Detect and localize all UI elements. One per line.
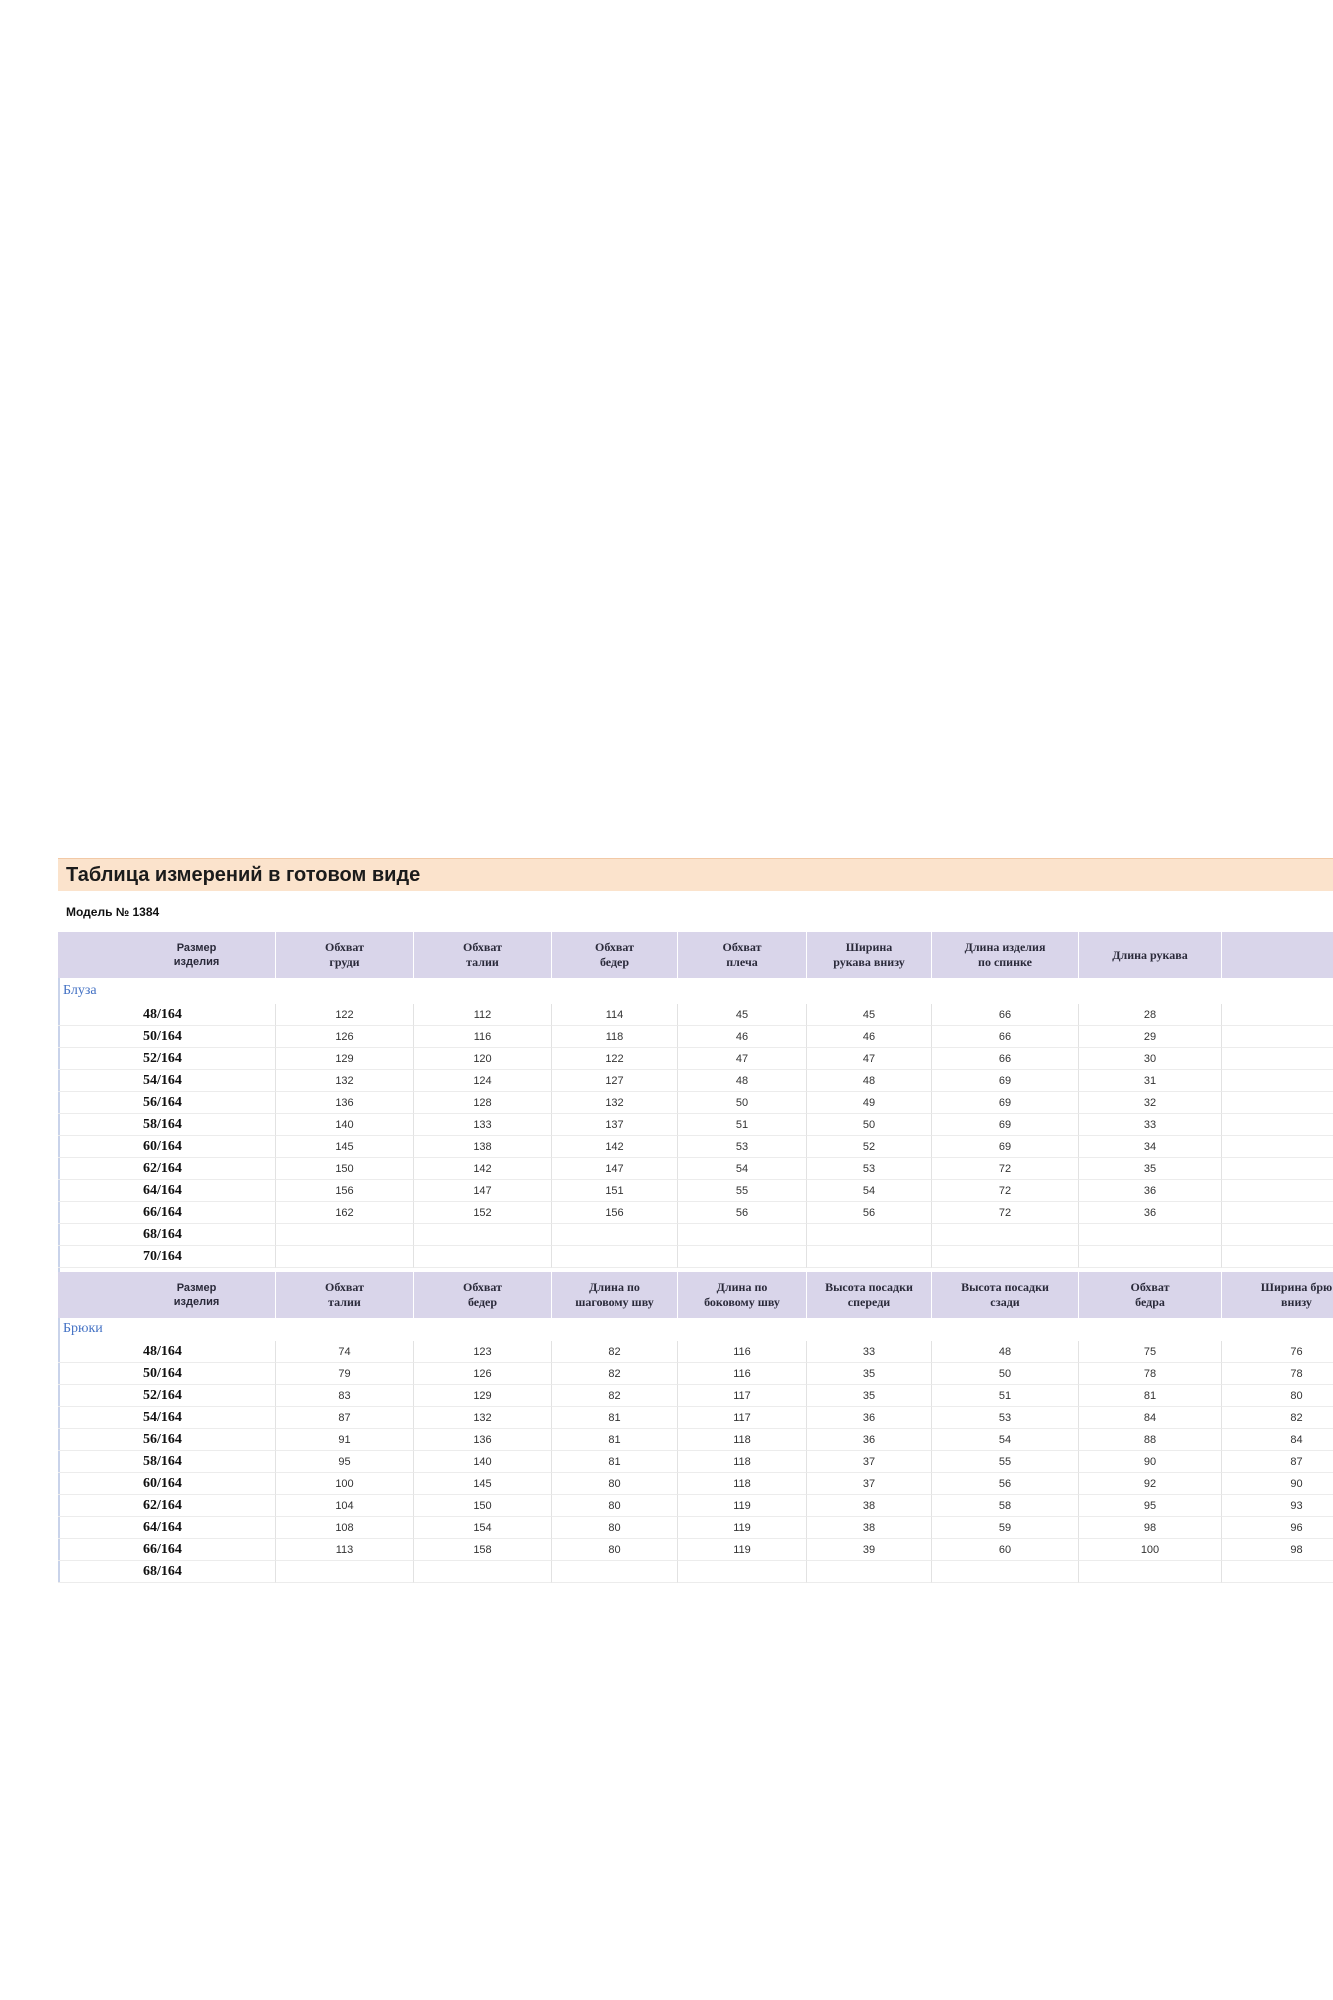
measurement-cell: 69	[932, 1136, 1079, 1158]
trousers-header-cell: Высота посадки спереди	[807, 1272, 932, 1318]
measurement-cell: 80	[552, 1539, 678, 1561]
blouse-table-body	[58, 1004, 1333, 1268]
measurement-cell: 147	[552, 1158, 678, 1180]
measurement-cell: 122	[552, 1048, 678, 1070]
measurement-cell	[1222, 1092, 1333, 1114]
measurement-cell: 78	[1222, 1363, 1333, 1385]
measurement-cell: 82	[552, 1341, 678, 1363]
measurement-cell: 72	[932, 1202, 1079, 1224]
measurement-cell: 118	[678, 1451, 807, 1473]
measurement-cell: 118	[678, 1429, 807, 1451]
measurement-cell: 53	[807, 1158, 932, 1180]
measurement-cell: 142	[552, 1136, 678, 1158]
measurement-cell	[932, 1224, 1079, 1246]
measurement-cell: 162	[276, 1202, 414, 1224]
measurement-cell: 150	[414, 1495, 552, 1517]
size-cell: 54/164	[58, 1070, 276, 1092]
blouse-header-cell: Обхват бедер	[552, 932, 678, 978]
size-cell: 52/164	[58, 1385, 276, 1407]
measurement-cell: 47	[678, 1048, 807, 1070]
measurement-cell: 95	[1079, 1495, 1222, 1517]
blouse-header-cell: Обхват талии	[414, 932, 552, 978]
section-label-trousers: Брюки	[63, 1321, 103, 1336]
measurement-cell: 150	[276, 1158, 414, 1180]
measurement-cell	[552, 1224, 678, 1246]
measurement-cell: 81	[552, 1451, 678, 1473]
measurement-cell: 55	[932, 1451, 1079, 1473]
blouse-header-row	[58, 932, 1333, 978]
trousers-header-cell: Ширина брю внизу	[1222, 1272, 1333, 1318]
measurement-cell: 108	[276, 1517, 414, 1539]
measurement-cell: 49	[807, 1092, 932, 1114]
measurement-cell: 55	[678, 1180, 807, 1202]
measurement-cell	[1222, 1070, 1333, 1092]
blouse-header-cell: Длина изделия по спинке	[932, 932, 1079, 978]
measurement-cell: 74	[276, 1341, 414, 1363]
size-cell: 48/164	[58, 1341, 276, 1363]
measurement-cell: 56	[807, 1202, 932, 1224]
blouse-header-cell: Обхват груди	[276, 932, 414, 978]
measurement-cell: 100	[1079, 1539, 1222, 1561]
measurement-cell: 45	[807, 1004, 932, 1026]
size-cell: 66/164	[58, 1202, 276, 1224]
measurement-cell	[678, 1224, 807, 1246]
measurement-cell	[1222, 1158, 1333, 1180]
measurement-cell: 56	[932, 1473, 1079, 1495]
trousers-header-cell: Высота посадки сзади	[932, 1272, 1079, 1318]
measurement-cell	[807, 1224, 932, 1246]
measurement-cell: 114	[552, 1004, 678, 1026]
measurement-cell	[932, 1246, 1079, 1268]
measurement-cell: 140	[276, 1114, 414, 1136]
size-cell: 54/164	[58, 1407, 276, 1429]
measurement-cell: 95	[276, 1451, 414, 1473]
measurement-cell: 113	[276, 1539, 414, 1561]
blouse-header-cell: Обхват плеча	[678, 932, 807, 978]
measurement-cell: 82	[1222, 1407, 1333, 1429]
measurement-cell: 129	[414, 1385, 552, 1407]
measurement-cell: 59	[932, 1517, 1079, 1539]
measurement-cell: 156	[552, 1202, 678, 1224]
measurement-cell: 33	[1079, 1114, 1222, 1136]
measurement-cell: 81	[552, 1429, 678, 1451]
measurement-cell: 118	[552, 1026, 678, 1048]
measurement-cell: 81	[1079, 1385, 1222, 1407]
measurement-cell: 28	[1079, 1004, 1222, 1026]
measurement-cell: 132	[414, 1407, 552, 1429]
size-cell: 62/164	[58, 1495, 276, 1517]
measurement-cell: 154	[414, 1517, 552, 1539]
measurement-cell: 34	[1079, 1136, 1222, 1158]
measurement-cell	[1222, 1004, 1333, 1026]
measurement-cell: 116	[678, 1341, 807, 1363]
measurement-cell: 96	[1222, 1517, 1333, 1539]
measurement-cell: 156	[276, 1180, 414, 1202]
measurement-cell: 51	[932, 1385, 1079, 1407]
measurement-cell: 29	[1079, 1026, 1222, 1048]
measurement-cell: 54	[678, 1158, 807, 1180]
measurement-cell: 35	[807, 1363, 932, 1385]
measurement-cell: 119	[678, 1539, 807, 1561]
measurement-cell: 90	[1222, 1473, 1333, 1495]
measurement-cell	[1222, 1224, 1333, 1246]
measurement-cell: 92	[1079, 1473, 1222, 1495]
measurement-cell: 36	[1079, 1180, 1222, 1202]
measurement-cell: 126	[276, 1026, 414, 1048]
size-cell: 56/164	[58, 1092, 276, 1114]
model-number: Модель № 1384	[66, 905, 160, 919]
trousers-table-body	[58, 1341, 1333, 1583]
trousers-header-cell: Длина по шаговому шву	[552, 1272, 678, 1318]
measurement-cell: 158	[414, 1539, 552, 1561]
measurement-cell	[414, 1224, 552, 1246]
size-cell: 52/164	[58, 1048, 276, 1070]
measurement-cell	[552, 1561, 678, 1583]
measurement-cell: 118	[678, 1473, 807, 1495]
measurement-cell	[276, 1561, 414, 1583]
trousers-header-cell: Длина по боковому шву	[678, 1272, 807, 1318]
measurement-cell: 138	[414, 1136, 552, 1158]
measurement-cell: 132	[552, 1092, 678, 1114]
measurement-cell: 38	[807, 1495, 932, 1517]
measurement-cell: 45	[678, 1004, 807, 1026]
measurement-cell: 91	[276, 1429, 414, 1451]
measurement-cell: 38	[807, 1517, 932, 1539]
measurement-cell: 39	[807, 1539, 932, 1561]
size-cell: 64/164	[58, 1180, 276, 1202]
measurement-cell: 104	[276, 1495, 414, 1517]
blouse-header-cell	[1222, 932, 1333, 978]
size-cell: 60/164	[58, 1136, 276, 1158]
measurement-cell	[1222, 1180, 1333, 1202]
measurement-cell: 93	[1222, 1495, 1333, 1517]
measurement-cell	[552, 1246, 678, 1268]
measurement-cell: 69	[932, 1070, 1079, 1092]
measurement-cell	[1222, 1114, 1333, 1136]
measurement-cell: 79	[276, 1363, 414, 1385]
measurement-cell: 98	[1079, 1517, 1222, 1539]
size-cell: 50/164	[58, 1026, 276, 1048]
measurement-cell: 116	[678, 1363, 807, 1385]
size-cell: 62/164	[58, 1158, 276, 1180]
blouse-header-cell: Размер изделия	[58, 932, 276, 978]
measurement-cell	[276, 1246, 414, 1268]
size-cell: 60/164	[58, 1473, 276, 1495]
measurement-cell: 88	[1079, 1429, 1222, 1451]
measurement-cell: 48	[932, 1341, 1079, 1363]
measurement-cell: 33	[807, 1341, 932, 1363]
measurement-cell: 84	[1079, 1407, 1222, 1429]
measurement-cell: 90	[1079, 1451, 1222, 1473]
measurement-cell: 136	[414, 1429, 552, 1451]
measurement-cell: 98	[1222, 1539, 1333, 1561]
measurement-cell: 119	[678, 1495, 807, 1517]
measurement-cell	[1079, 1246, 1222, 1268]
measurement-cell: 123	[414, 1341, 552, 1363]
section-label-blouse: Блуза	[63, 983, 97, 998]
measurement-cell: 116	[414, 1026, 552, 1048]
measurement-cell: 58	[932, 1495, 1079, 1517]
measurement-cell: 126	[414, 1363, 552, 1385]
measurement-cell: 122	[276, 1004, 414, 1026]
measurement-cell	[1222, 1246, 1333, 1268]
size-cell: 66/164	[58, 1539, 276, 1561]
measurement-cell: 82	[552, 1385, 678, 1407]
measurement-cell: 47	[807, 1048, 932, 1070]
measurement-cell	[414, 1246, 552, 1268]
measurement-cell: 50	[932, 1363, 1079, 1385]
measurement-cell	[1222, 1561, 1333, 1583]
measurement-cell: 137	[552, 1114, 678, 1136]
page-title: Таблица измерений в готовом виде	[66, 864, 421, 886]
measurement-cell	[1222, 1048, 1333, 1070]
measurement-cell: 66	[932, 1004, 1079, 1026]
measurement-cell	[807, 1561, 932, 1583]
measurement-cell: 69	[932, 1114, 1079, 1136]
measurement-cell: 80	[552, 1517, 678, 1539]
measurement-cell: 37	[807, 1473, 932, 1495]
measurement-cell: 46	[678, 1026, 807, 1048]
measurement-cell: 46	[807, 1026, 932, 1048]
measurement-cell: 100	[276, 1473, 414, 1495]
measurement-cell: 124	[414, 1070, 552, 1092]
size-cell: 70/164	[58, 1246, 276, 1268]
measurement-cell: 78	[1079, 1363, 1222, 1385]
measurement-cell: 52	[807, 1136, 932, 1158]
measurement-cell: 37	[807, 1451, 932, 1473]
measurement-sheet	[58, 858, 1333, 1583]
measurement-cell: 132	[276, 1070, 414, 1092]
measurement-cell: 66	[932, 1026, 1079, 1048]
measurement-cell: 54	[932, 1429, 1079, 1451]
measurement-cell: 75	[1079, 1341, 1222, 1363]
measurement-cell: 36	[807, 1407, 932, 1429]
measurement-cell: 82	[552, 1363, 678, 1385]
measurement-cell: 120	[414, 1048, 552, 1070]
blouse-header-cell: Ширина рукава внизу	[807, 932, 932, 978]
measurement-cell: 69	[932, 1092, 1079, 1114]
measurement-cell: 36	[807, 1429, 932, 1451]
measurement-cell: 72	[932, 1180, 1079, 1202]
measurement-cell: 31	[1079, 1070, 1222, 1092]
measurement-cell: 76	[1222, 1341, 1333, 1363]
measurement-cell	[1079, 1224, 1222, 1246]
measurement-cell: 48	[807, 1070, 932, 1092]
measurement-cell: 81	[552, 1407, 678, 1429]
measurement-cell: 54	[807, 1180, 932, 1202]
measurement-cell: 145	[276, 1136, 414, 1158]
size-cell: 68/164	[58, 1224, 276, 1246]
measurement-cell: 66	[932, 1048, 1079, 1070]
measurement-cell: 128	[414, 1092, 552, 1114]
measurement-cell: 83	[276, 1385, 414, 1407]
measurement-cell: 51	[678, 1114, 807, 1136]
measurement-cell: 53	[678, 1136, 807, 1158]
measurement-cell: 112	[414, 1004, 552, 1026]
measurement-cell	[1222, 1202, 1333, 1224]
size-cell: 68/164	[58, 1561, 276, 1583]
measurement-cell: 60	[932, 1539, 1079, 1561]
measurement-cell: 48	[678, 1070, 807, 1092]
measurement-cell: 152	[414, 1202, 552, 1224]
measurement-cell: 30	[1079, 1048, 1222, 1070]
size-cell: 56/164	[58, 1429, 276, 1451]
measurement-cell: 119	[678, 1517, 807, 1539]
measurement-cell: 56	[678, 1202, 807, 1224]
measurement-cell: 50	[807, 1114, 932, 1136]
size-cell: 58/164	[58, 1451, 276, 1473]
measurement-cell: 80	[552, 1495, 678, 1517]
measurement-cell	[932, 1561, 1079, 1583]
measurement-cell: 87	[276, 1407, 414, 1429]
measurement-cell	[678, 1561, 807, 1583]
trousers-header-cell: Обхват бедра	[1079, 1272, 1222, 1318]
size-cell: 64/164	[58, 1517, 276, 1539]
measurement-cell: 80	[552, 1473, 678, 1495]
measurement-cell	[414, 1561, 552, 1583]
blouse-header-cell: Длина рукава	[1079, 932, 1222, 978]
trousers-header-cell: Обхват бедер	[414, 1272, 552, 1318]
size-cell: 50/164	[58, 1363, 276, 1385]
measurement-cell: 84	[1222, 1429, 1333, 1451]
measurement-cell: 35	[807, 1385, 932, 1407]
measurement-cell: 127	[552, 1070, 678, 1092]
measurement-cell: 50	[678, 1092, 807, 1114]
measurement-cell: 117	[678, 1407, 807, 1429]
measurement-cell: 133	[414, 1114, 552, 1136]
measurement-cell: 72	[932, 1158, 1079, 1180]
measurement-cell: 129	[276, 1048, 414, 1070]
measurement-cell	[1222, 1026, 1333, 1048]
measurement-cell	[276, 1224, 414, 1246]
size-cell: 58/164	[58, 1114, 276, 1136]
measurement-cell: 147	[414, 1180, 552, 1202]
measurement-cell	[1079, 1561, 1222, 1583]
trousers-header-cell: Обхват талии	[276, 1272, 414, 1318]
size-cell: 48/164	[58, 1004, 276, 1026]
trousers-header-cell: Размер изделия	[58, 1272, 276, 1318]
measurement-cell: 136	[276, 1092, 414, 1114]
measurement-cell	[678, 1246, 807, 1268]
measurement-cell: 117	[678, 1385, 807, 1407]
measurement-cell	[1222, 1136, 1333, 1158]
measurement-cell	[807, 1246, 932, 1268]
measurement-cell: 32	[1079, 1092, 1222, 1114]
measurement-cell: 142	[414, 1158, 552, 1180]
trousers-header-row	[58, 1272, 1333, 1318]
title-bar	[58, 858, 1333, 891]
measurement-cell: 36	[1079, 1202, 1222, 1224]
measurement-cell: 53	[932, 1407, 1079, 1429]
measurement-cell: 80	[1222, 1385, 1333, 1407]
measurement-cell: 145	[414, 1473, 552, 1495]
measurement-cell: 151	[552, 1180, 678, 1202]
measurement-cell: 35	[1079, 1158, 1222, 1180]
measurement-cell: 87	[1222, 1451, 1333, 1473]
measurement-cell: 140	[414, 1451, 552, 1473]
